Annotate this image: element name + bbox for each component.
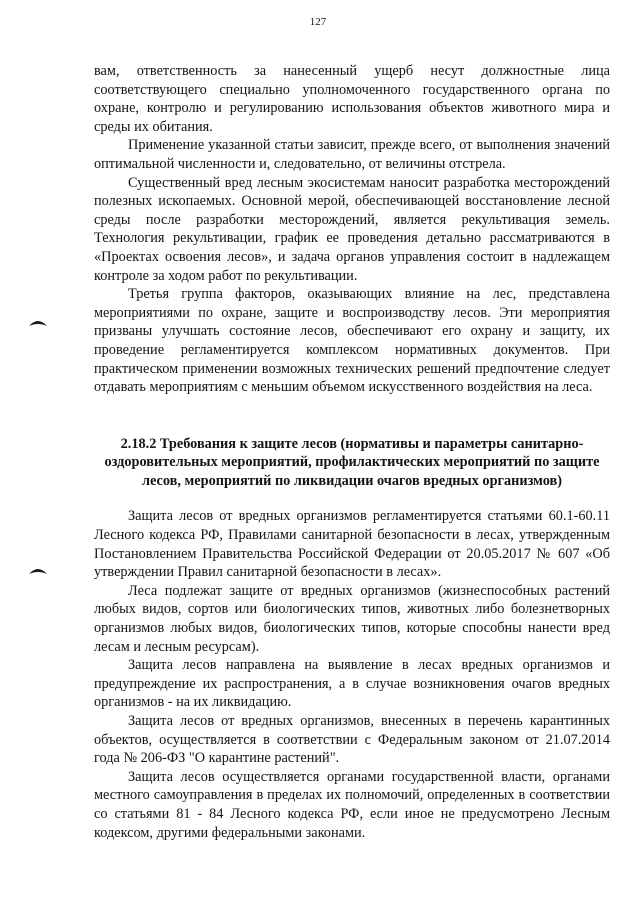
paragraph-continued: вам, ответственность за нанесенный ущерб несут должностные лица соответствующего специально уполномоченного государственного органа по охране, контролю и регулированию использования объектов животного мира и среды их обитания. bbox=[94, 63, 610, 135]
paragraph: Применение указанной статьи зависит, прежде всего, от выполнения значений оптимальной численности и, следовательно, от величины отстрела. bbox=[94, 137, 610, 172]
paragraph: Третья группа факторов, оказывающих влияние на лес, представлена мероприятиями по охране, защите и воспроизводству лесов. Эти мероприятия призваны улучшать состояние лесов, обеспечивают его охрану и защиту, их проведение регламентируется комплексом нормативных документов. При практическом применении возможных технических решений предпочтение следует отдавать мероприятиям с меньшим объемом искусственного воздействия на леса. bbox=[94, 286, 610, 396]
scan-mark-upper bbox=[28, 318, 48, 328]
scan-mark-lower bbox=[28, 566, 48, 576]
paragraph: Существенный вред лесным экосистемам наносит разработка месторождений полезных ископаемых. Основной мерой, обеспечивающей восстановление лесной среды после разработки месторождений, является рекультивация земель. Технология рекультивации, график ее проведения детально рассматриваются в «Проектах освоения лесов», и задача органов управления состоит в надлежащем контроле за ходом работ по рекультивации. bbox=[94, 174, 610, 284]
paragraph: Защита лесов направлена на выявление в лесах вредных организмов и предупреждение их распространения, а в случае возникновения очагов вредных организмов - на их ликвидацию. bbox=[94, 657, 610, 711]
page-number: 127 bbox=[309, 16, 327, 28]
section-heading: 2.18.2 Требования к защите лесов (нормативы и параметры санитарно-оздоровительных мероприятий, профилактических мероприятий по защите лесов, мероприятий по ликвидации очагов вредных организмов) bbox=[104, 435, 600, 489]
paragraph: Леса подлежат защите от вредных организмов (жизнеспособных растений любых видов, сортов или биологических типов, животных либо болезнетворных организмов любых видов, биологических типов, которые способны нанести вред лесам и лесным ресурсам). bbox=[94, 582, 610, 655]
paragraph: Защита лесов от вредных организмов регламентируется статьями 60.1-60.11 Лесного кодекса РФ, Правилами санитарной безопасности в лесах, утвержденным Постановлением Правительства Российской Федерации от 20.05.2017 № 607 «Об утверждении Правил санитарной безопасности в лесах». bbox=[94, 508, 610, 581]
paragraph: Защита лесов осуществляется органами государственной власти, органами местного самоуправления в пределах их полномочий, определенных в соответствии со статьями 81 - 84 Лесного кодекса РФ, если иное не предусмотрено Лесным кодексом, другими федеральными законами. bbox=[94, 768, 610, 841]
document-body bbox=[94, 62, 610, 842]
paragraph: Защита лесов от вредных организмов, внесенных в перечень карантинных объектов, осуществляется в соответствии с Федеральным законом от 21.07.2014 года № 206-ФЗ "О карантине растений". bbox=[94, 713, 610, 767]
